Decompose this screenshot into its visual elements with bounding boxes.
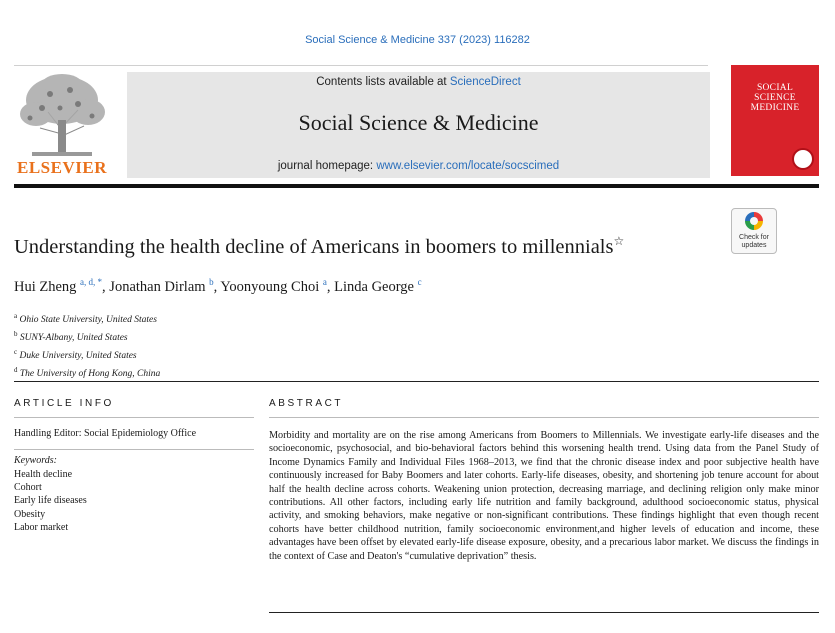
handling-editor: Handling Editor: Social Epidemiology Office (14, 428, 197, 439)
keyword-item: Early life diseases (14, 495, 87, 507)
author-separator: , (326, 278, 335, 295)
affiliation-text: Duke University, United States (19, 351, 137, 362)
homepage-prefix: journal homepage: (277, 160, 377, 172)
keyword-list (14, 468, 87, 534)
journal-homepage-link[interactable]: www.elsevier.com/locate/socscimed (376, 160, 560, 172)
affiliation-item (14, 327, 160, 345)
cover-title (731, 83, 819, 113)
tree-icon (12, 72, 112, 158)
affiliation-text: The University of Hong Kong, China (19, 369, 161, 380)
affiliation-item (14, 363, 160, 381)
header-rule (14, 65, 708, 66)
keywords-heading: Keywords: (14, 455, 57, 466)
author-list (14, 277, 422, 296)
keyword-item: Cohort (14, 482, 42, 494)
author-separator: , (213, 278, 221, 295)
sciencedirect-link[interactable]: ScienceDirect (449, 76, 521, 88)
author-affiliation-marks[interactable]: a (322, 277, 327, 287)
author-name[interactable]: Jonathan Dirlam (109, 278, 206, 295)
section-rule (14, 381, 819, 382)
contents-line (127, 76, 710, 88)
article-info-heading: ARTICLE INFO (14, 398, 114, 409)
article-info-rule (14, 449, 254, 450)
cover-title-line: MEDICINE (750, 103, 800, 113)
journal-title: Social Science & Medicine (298, 110, 539, 135)
abstract-rule (269, 417, 819, 418)
author-affiliation-marks[interactable]: a, d, * (80, 277, 103, 287)
affiliation-mark: a (14, 312, 18, 320)
cover-title-line: SOCIAL (756, 83, 794, 93)
check-updates-line: Check for (739, 234, 769, 241)
author-name[interactable]: Yoonyoung Choi (220, 278, 320, 295)
abstract-heading: ABSTRACT (269, 398, 344, 409)
check-updates-line: updates (741, 241, 767, 249)
journal-cover[interactable] (731, 65, 819, 176)
elsevier-logo[interactable] (12, 72, 112, 178)
affiliation-item (14, 345, 160, 363)
affiliation-item (14, 309, 160, 327)
cover-title-line: SCIENCE (754, 93, 796, 103)
author-name[interactable]: Linda George (334, 278, 414, 295)
article-info-rule (14, 417, 254, 418)
check-updates-icon (745, 212, 763, 230)
journal-masthead (127, 72, 710, 178)
affiliation-mark: b (14, 330, 18, 339)
check-for-updates-button[interactable] (731, 208, 777, 254)
check-updates-label (732, 234, 776, 249)
keyword-item: Labor market (14, 521, 69, 533)
affiliation-text: Ohio State University, United States (19, 315, 157, 326)
header-thick-rule (14, 184, 819, 188)
title-footnote-star[interactable]: ☆ (613, 234, 625, 248)
article-title-text: Understanding the health decline of Americans in boomers to millennials (14, 235, 614, 258)
affiliation-list (14, 309, 160, 382)
affiliation-mark: d (14, 366, 18, 375)
contents-prefix: Contents lists available at (316, 76, 450, 88)
journal-citation[interactable]: Social Science & Medicine 337 (2023) 116282 (305, 34, 530, 46)
author-affiliation-marks[interactable]: c (417, 277, 422, 287)
author-separator: , (102, 278, 110, 295)
abstract-end-rule (269, 612, 819, 613)
cover-badge-icon (792, 148, 814, 170)
author-name[interactable]: Hui Zheng (14, 278, 77, 295)
homepage-line (127, 160, 710, 172)
abstract-body: Morbidity and mortality are on the rise among Americans from Boomers to Millennials. We investigate early-life diseases and the socioeconomic, psychosocial, and bio-behavioral factors behind this worsening health trend. Using data from the Panel Study of Income Dynamics Family and Individual Files 1968–2013, we find that the chronic disease index and poor subjective health have continuously increased for Baby Boomers and later cohorts. Early-life diseases, obesity, and shortening job tenure account for about half the health decline across cohorts. Weakening union protection, decreasing marriage, and declining religion only make minor contributions. All other factors, including early life nutrition and family background, adulthood socioeconomic status, physical activity, and smoking behaviors, make negative or non-significant contributions. These findings highlight that even though recent cohorts have better childhood nutrition, family socioeconomic environment,and higher levels of education and income, these advantages have been offset by elevated early-life disease exposure, obesity, and a precarious labor market. We discuss the findings in the context of Case and Deaton's “cumulative deprivation” thesis. (269, 430, 819, 562)
publisher-name: ELSEVIER (17, 158, 107, 177)
article-title (14, 234, 624, 259)
keyword-item: Health decline (14, 469, 73, 480)
affiliation-mark: c (14, 348, 18, 357)
affiliation-text: SUNY-Albany, United States (19, 333, 128, 344)
keyword-item: Obesity (14, 508, 46, 520)
author-affiliation-marks[interactable]: b (209, 277, 214, 287)
